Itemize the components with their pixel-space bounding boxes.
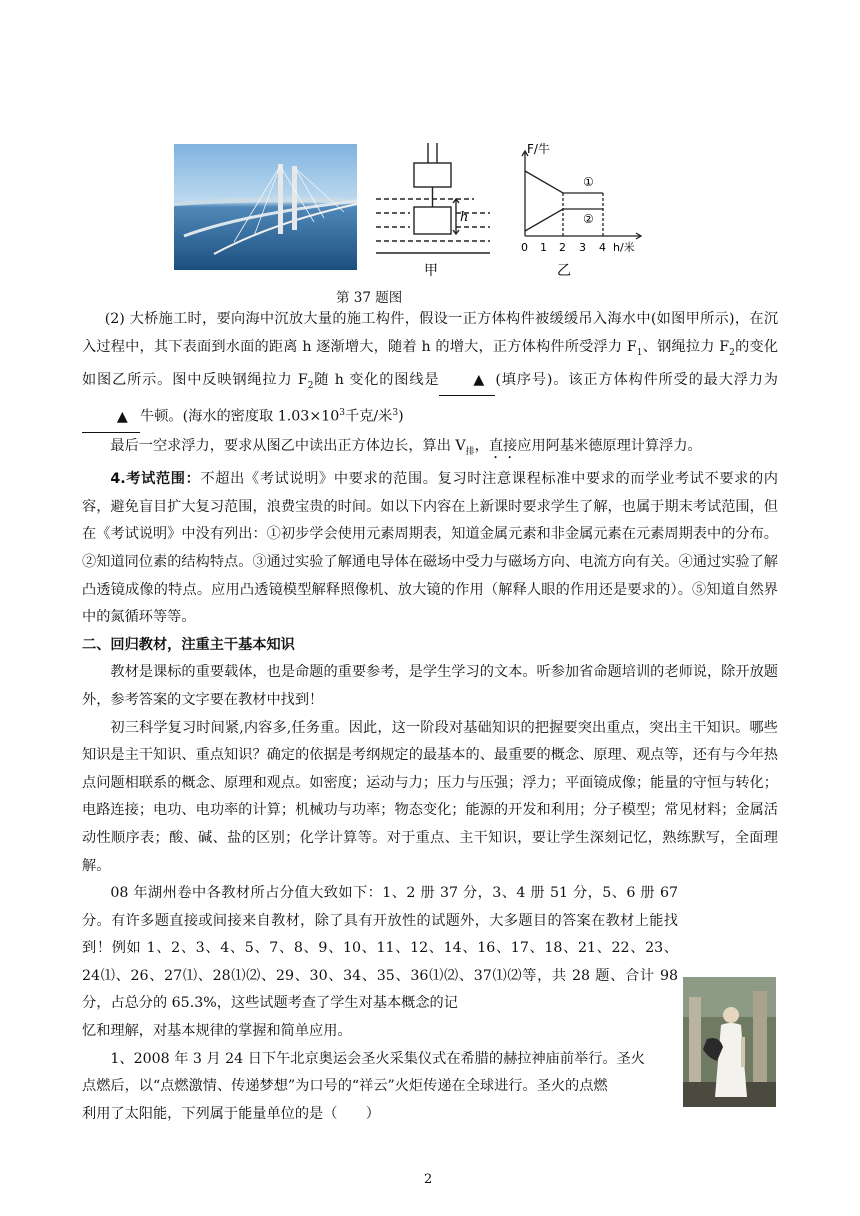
question1-line2: 点燃后，以“点燃激情、传递梦想”为口号的“祥云”火炬传递在全球进行。圣火的点燃 [82,1078,608,1095]
yi-curve2-label: ② [583,212,594,226]
q37-text-a: 大桥施工时，要向海中沉放大量的施工构件，假设一正方体构件被缓缓吊入海水中(如图甲所示)，在沉入过程中，其下表面到水面的距离 h 逐渐增大，随着 h 的增大，正方体构件所受浮力 F [82,311,779,355]
question1-line1: 1、2008 年 3 月 24 日下午北京奥运会圣火采集仪式在希腊的赫拉神庙前举行。圣火 [110,1050,645,1067]
torch-lighting-photo [683,977,776,1107]
yi-tick-4: 4 [599,241,606,254]
section2-p2: 初三科学复习时间紧,内容多,任务重。因此，这一阶段对基础知识的把握要突出重点，突出主干知识。哪些知识是主干知识、重点知识？确定的依据是考纲规定的最基本的、最重要的概念、原理、观点等，还有与今年热点问题相联系的概念、原理和观点。如密度；运动与力；压力与压强；浮力；平面镜成像；能量的守恒与转化；电路连接；电功、电功率的计算；机械功与功率；物态变化；能源的开发和利用；分子模型；常见材料；金属活动性顺序表；酸、碱、盐的区别；化学计算等。对于重点、主干知识，要让学生深刻记忆，熟练默写，全面理解。 [82,719,778,874]
section2-p3b: 忆和理解，对基本规律的掌握和简单应用。 [82,1023,352,1040]
q37-part-label: (2) [104,311,125,327]
q37-sup-exp: 3 [339,408,345,419]
figure-yi [517,141,647,281]
answer-blank-2: ▲ [82,404,140,433]
yi-tick-0: 0 [521,241,528,254]
q37-text-b: 、钢绳拉力 F [642,338,730,355]
q37-sub1: 1 [636,347,643,358]
section4-heading: 4.考试范围： [110,471,201,488]
yi-tick-3: 3 [579,241,586,254]
q37-text-e: (填序号)。该正方体构件所受的最大浮力为 [495,372,778,389]
section4-text: 不超出《考试说明》中要求的范围。复习时注意课程标准中要求的而学业考试不要求的内容，避免盲目扩大复习范围，浪费宝贵的时间。如以下内容在上新课时要求学生了解，也属于期末考试范围，但在《考试说明》中没有列出：①初步学会使用元素周期表，知道金属元素和非金属元素在元素周期表中的分布。②知道同位素的结构特点。③通过实验了解通电导体在磁场中受力与磁场方向、电流方向有关。④通过实验了解凸透镜成像的特点。应用凸透镜模型解释照像机、放大镜的作用（解释人眼的作用还是要求的）。⑤知道自然界中的氮循环等等。 [82,471,778,626]
yi-label: 乙 [557,263,571,279]
section2-p3a: 08 年湖州卷中各教材所占分值大致如下：1、2 册 37 分，3、4 册 51 分，5、6 册 67 分。有许多题直接或间接来自教材，除了具有开放性的试题外，大多题目的答案在教材上能找到！例如 1、2、3、4、5、7、8、9、10、11、12、14、16、17、18、21、22、23、24⑴、26、27⑴、28⑴⑵、29、30、34、35、36⑴⑵、37⑴⑵等，共 28 题、合计 98 分，占总分的 65.3%，这些试题考查了学生对基本概念的记 [82,885,678,1012]
answer-blank-1: ▲ [439,367,495,396]
yi-tick-1: 1 [540,241,547,254]
body-text [82,306,778,1128]
section2-heading: 二、回归教材，注重主干基本知识 [82,636,295,653]
note-paragraph [82,433,778,466]
bridge-photo [174,144,357,270]
q37-text-f: 牛顿。(海水的密度取 1.03×10 [140,409,340,426]
yi-y-axis: F/牛 [527,142,550,156]
note-text-b: 应用阿基米德原理计算浮力。 [517,437,702,454]
q37-sub2: 2 [729,347,735,358]
q37-text-g: 千克/米 [345,409,393,426]
q37-sup-exp2: 3 [392,408,399,419]
figure-jia [374,141,492,281]
yi-tick-2: 2 [559,241,566,254]
section2-p1: 教材是课标的重要载体，也是命题的重要参考，是学生学习的文本。听参加省命题培训的老师说，除开放题外，参考答案的文字要在教材中找到！ [82,664,778,708]
note-dotted: ，直接 [474,437,518,454]
note-text-a: 最后一空求浮力，要求从图乙中读出正方体边长，算出 V [110,437,466,454]
q37-paragraph [82,306,778,433]
yi-x-axis: h/米 [613,241,635,254]
q37-text-h: ) [398,409,404,426]
figure-caption: 第 37 题图 [336,290,403,306]
yi-curve1-label: ① [583,175,594,189]
note-sub: 排 [465,446,475,457]
page-number: 2 [424,1172,433,1187]
q37-text-d: 随 h 变化的图线是 [313,372,440,389]
q37-sub3: 2 [307,380,314,391]
question1-line3: 利用了太阳能，下列属于能量单位的是（ ） [82,1105,380,1122]
jia-h-label: h [460,210,469,225]
jia-label: 甲 [424,263,438,279]
section4-paragraph [82,466,778,632]
figure-row [174,141,674,281]
q37-text-c: 的变化如图乙所示。图中反映钢绳拉力 F [82,338,779,389]
